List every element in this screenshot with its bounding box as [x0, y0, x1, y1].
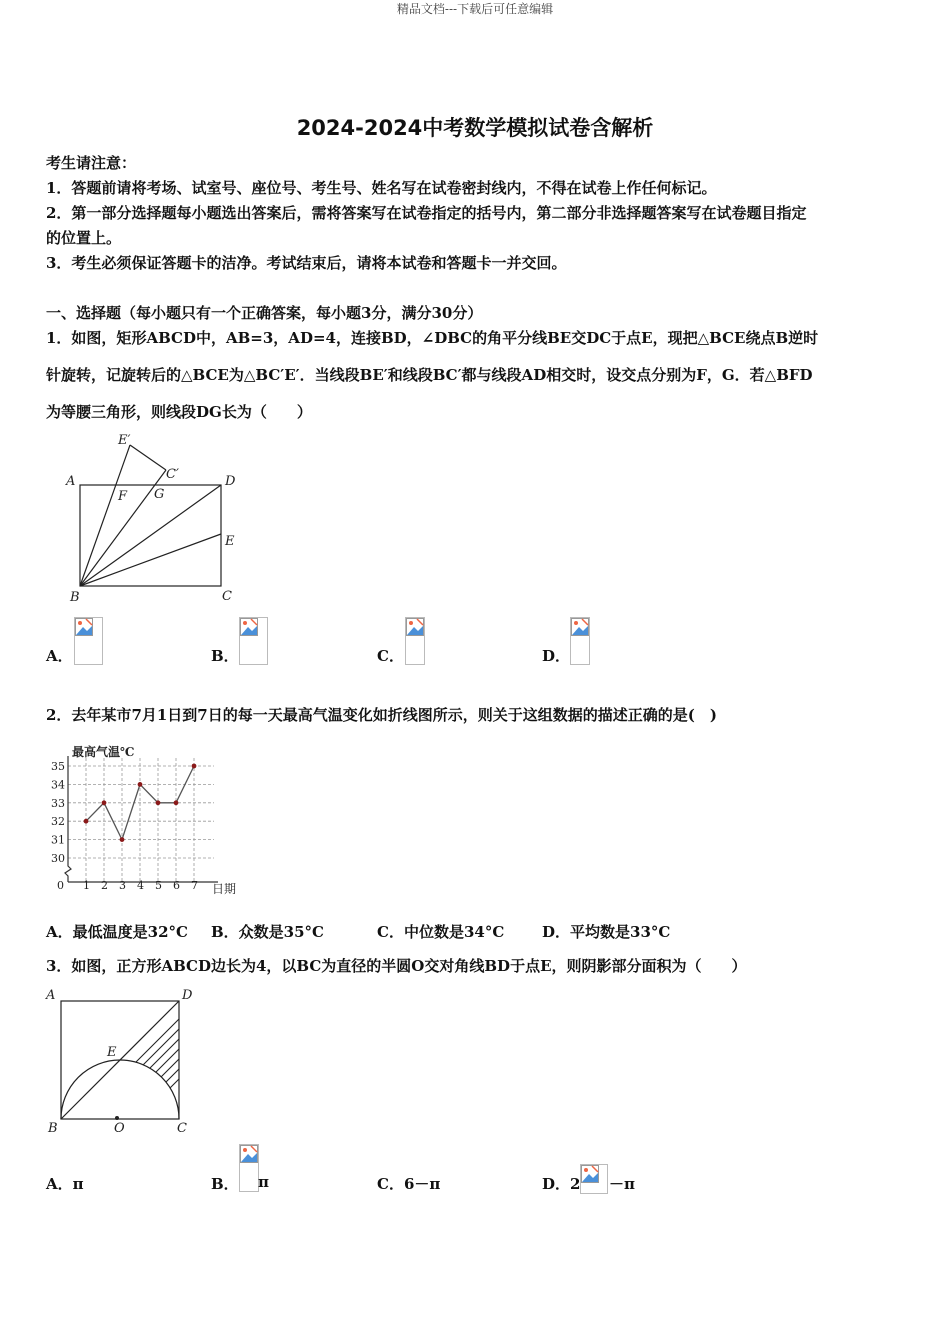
- notice-item-2a: 2．第一部分选择题每小题选出答案后，需将答案写在试卷指定的括号内，第二部分非选择题答案写在试卷题目指定: [46, 204, 807, 222]
- x-tick-label: 1: [83, 879, 90, 892]
- q3-option-d-suffix: －π: [609, 1175, 635, 1193]
- label-c: C: [222, 589, 232, 604]
- q2-option-d[interactable]: D．平均数是33°C: [542, 923, 671, 941]
- y-tick-label: 33: [51, 796, 65, 810]
- data-point: [192, 764, 197, 769]
- q2-text: 2．去年某市7月1日到7日的每一天最高气温变化如折线图所示，则关于这组数据的描述正确的是( ): [46, 706, 717, 724]
- q1-option-c-image: [405, 617, 425, 665]
- label-e: E: [107, 1045, 117, 1060]
- page-title: 2024-2024中考数学模拟试卷含解析: [296, 116, 654, 140]
- x-tick-label: 7: [191, 879, 198, 892]
- label-a: A: [46, 988, 56, 1003]
- label-e: E: [225, 534, 235, 549]
- label-c: C: [177, 1121, 187, 1136]
- label-g: G: [154, 487, 165, 502]
- q1-option-b[interactable]: B．: [211, 647, 239, 665]
- segment-bd: [80, 485, 221, 586]
- notice-heading: 考生请注意：: [46, 154, 137, 172]
- q1-option-b-image: [239, 617, 268, 665]
- x-tick-label: 6: [173, 879, 180, 892]
- q1-line-2: 针旋转，记旋转后的△BCE为△BC′E′．当线段BE′和线段BC′都与线段AD相交时，设交点分别为F，G．若△BFD: [46, 366, 813, 384]
- x-tick-label: 2: [101, 879, 108, 892]
- label-e-prime: E′: [118, 433, 131, 448]
- q3-figure: [44, 984, 204, 1136]
- label-f: F: [118, 489, 128, 504]
- q1-option-d[interactable]: D．: [542, 647, 571, 665]
- y-tick-label: 35: [51, 760, 65, 773]
- q3-option-d[interactable]: D．2: [542, 1175, 581, 1193]
- chart-grid: [68, 758, 214, 882]
- label-a: A: [66, 474, 76, 489]
- data-point: [120, 837, 125, 842]
- broken-image-icon: [571, 618, 589, 636]
- y-tick-label: 32: [51, 815, 65, 829]
- x-tick-label: 5: [155, 879, 162, 892]
- chart-y-label: 最高气温℃: [72, 745, 135, 759]
- q1-option-d-image: [570, 617, 590, 665]
- broken-image-icon: [240, 1145, 258, 1163]
- q3-option-b-suffix: π: [258, 1173, 269, 1191]
- segment-be: [80, 534, 221, 586]
- label-c-prime: C′: [166, 467, 179, 482]
- data-point: [138, 782, 143, 787]
- x-tick-label: 3: [119, 879, 126, 892]
- section-heading: 一、选择题（每小题只有一个正确答案，每小题3分，满分30分）: [46, 304, 483, 322]
- q3-option-d-image: [580, 1164, 608, 1194]
- label-d: D: [225, 474, 236, 489]
- q1-line-3: 为等腰三角形，则线段DG长为（ ）: [46, 403, 312, 421]
- q2-temperature-chart: [46, 740, 246, 900]
- segment-be-prime: [80, 445, 130, 586]
- x-tick-label: 4: [137, 879, 144, 892]
- header-note: 精品文档---下载后可任意编辑: [396, 2, 554, 16]
- q2-option-b[interactable]: B．众数是35°C: [211, 923, 324, 941]
- q3-option-a[interactable]: A．π: [46, 1175, 84, 1193]
- q2-option-a[interactable]: A．最低温度是32°C: [46, 923, 188, 941]
- q1-option-c[interactable]: C．: [377, 647, 404, 665]
- q3-text: 3．如图，正方形ABCD边长为4，以BC为直径的半圆O交对角线BD于点E，则阴影部分面积为（ ）: [46, 957, 747, 975]
- q2-option-c[interactable]: C．中位数是34°C: [377, 923, 505, 941]
- segment-e-prime-c-prime: [130, 445, 166, 470]
- data-point: [84, 819, 89, 824]
- label-b: B: [70, 590, 80, 605]
- label-b: B: [48, 1121, 58, 1136]
- q1-figure: [60, 428, 250, 608]
- y-tick-label: 31: [51, 833, 65, 847]
- q3-option-b-image: [239, 1144, 259, 1192]
- notice-item-3: 3．考生必须保证答题卡的洁净。考试结束后，请将本试卷和答题卡一并交回。: [46, 254, 567, 272]
- q1-option-a[interactable]: A．: [46, 647, 73, 665]
- data-point: [156, 800, 161, 805]
- broken-image-icon: [75, 618, 93, 636]
- semicircle-o: [61, 1060, 179, 1119]
- data-point: [174, 800, 179, 805]
- shaded-region: [124, 1004, 194, 1134]
- center-point-o: [115, 1116, 119, 1120]
- q3-option-b[interactable]: B．: [211, 1175, 239, 1193]
- broken-image-icon: [581, 1165, 599, 1183]
- q1-option-a-image: [74, 617, 103, 665]
- broken-image-icon: [240, 618, 258, 636]
- data-point: [102, 800, 107, 805]
- y-tick-label: 34: [51, 778, 65, 792]
- y-tick-label: 30: [51, 852, 65, 865]
- chart-x-label: 日期: [212, 882, 237, 896]
- q1-line-1: 1．如图，矩形ABCD中，AB=3，AD=4，连接BD，∠DBC的角平分线BE交DC于点E，现把△BCE绕点B逆时: [46, 329, 819, 347]
- notice-item-2b: 的位置上。: [46, 229, 122, 247]
- label-d: D: [182, 988, 193, 1003]
- notice-item-1: 1．答题前请将考场、试室号、座位号、考生号、姓名写在试卷密封线内，不得在试卷上作任何标记。: [46, 179, 717, 197]
- label-o: O: [114, 1121, 125, 1136]
- chart-origin-label: 0: [57, 879, 64, 892]
- y-axis: [65, 756, 71, 882]
- broken-image-icon: [406, 618, 424, 636]
- q3-option-c[interactable]: C．6－π: [377, 1175, 441, 1193]
